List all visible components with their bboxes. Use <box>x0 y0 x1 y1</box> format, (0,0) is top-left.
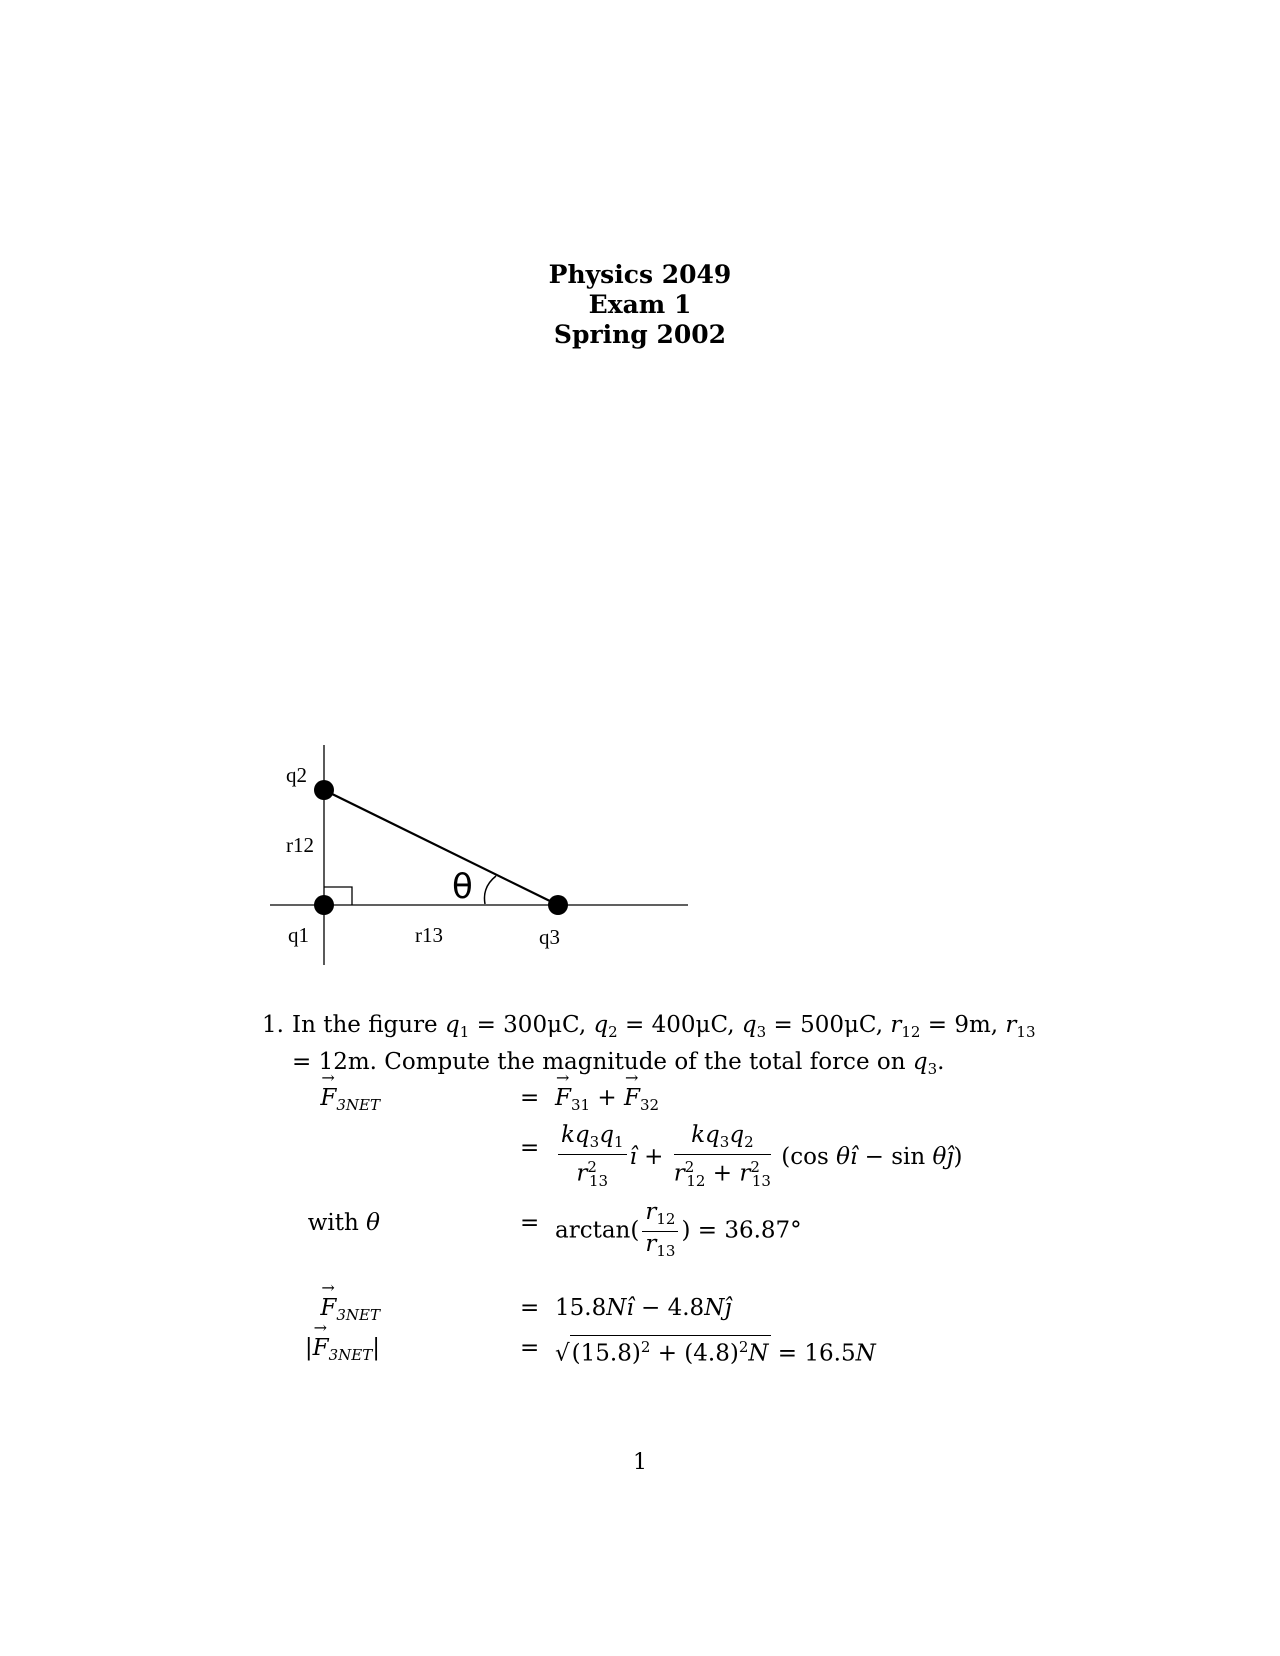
q3-value: 500μC <box>800 1012 876 1038</box>
exam-title: Exam 1 <box>588 290 692 319</box>
problem-number: 1. <box>262 1012 284 1038</box>
fx-value: 15.8 <box>555 1295 607 1321</box>
charge-triangle-figure <box>260 740 700 980</box>
label-r13: r13 <box>415 923 443 947</box>
label-q1: q1 <box>288 923 309 947</box>
result-value: 16.5 <box>804 1340 856 1367</box>
q2-value: 400μC <box>651 1012 728 1038</box>
fy-value: 4.8 <box>667 1295 705 1321</box>
hypotenuse-line <box>324 790 558 905</box>
angle-value: 36.87° <box>724 1217 802 1244</box>
page-number: 1 <box>633 1450 647 1475</box>
label-r12: r12 <box>286 833 314 857</box>
with-label: with <box>307 1210 359 1236</box>
label-q3: q3 <box>539 925 560 949</box>
problem-statement: In the figure $q_1 = 300\mu C$, $q_2 = 400\mu C$, $q_3 = 500\mu C$, $r_{12} = 9m$, $r_{13} = 12m$. Compute the magnitude of the total force on $q_3$. <box>292 1012 1036 1078</box>
charge-q2-dot <box>314 780 334 800</box>
angle-arc <box>484 876 496 904</box>
problem-1 <box>262 1010 1062 1084</box>
label-theta: θ <box>452 867 473 907</box>
document-title <box>0 260 1280 350</box>
label-q2: q2 <box>286 763 307 787</box>
r12-value: 9m <box>954 1012 991 1038</box>
r13-value: 12m <box>318 1049 370 1075</box>
term-title: Spring 2002 <box>553 320 727 349</box>
charge-q3-dot <box>548 895 568 915</box>
charge-q1-dot <box>314 895 334 915</box>
q1-value: 300μC <box>503 1012 579 1038</box>
course-title: Physics 2049 <box>548 260 732 289</box>
